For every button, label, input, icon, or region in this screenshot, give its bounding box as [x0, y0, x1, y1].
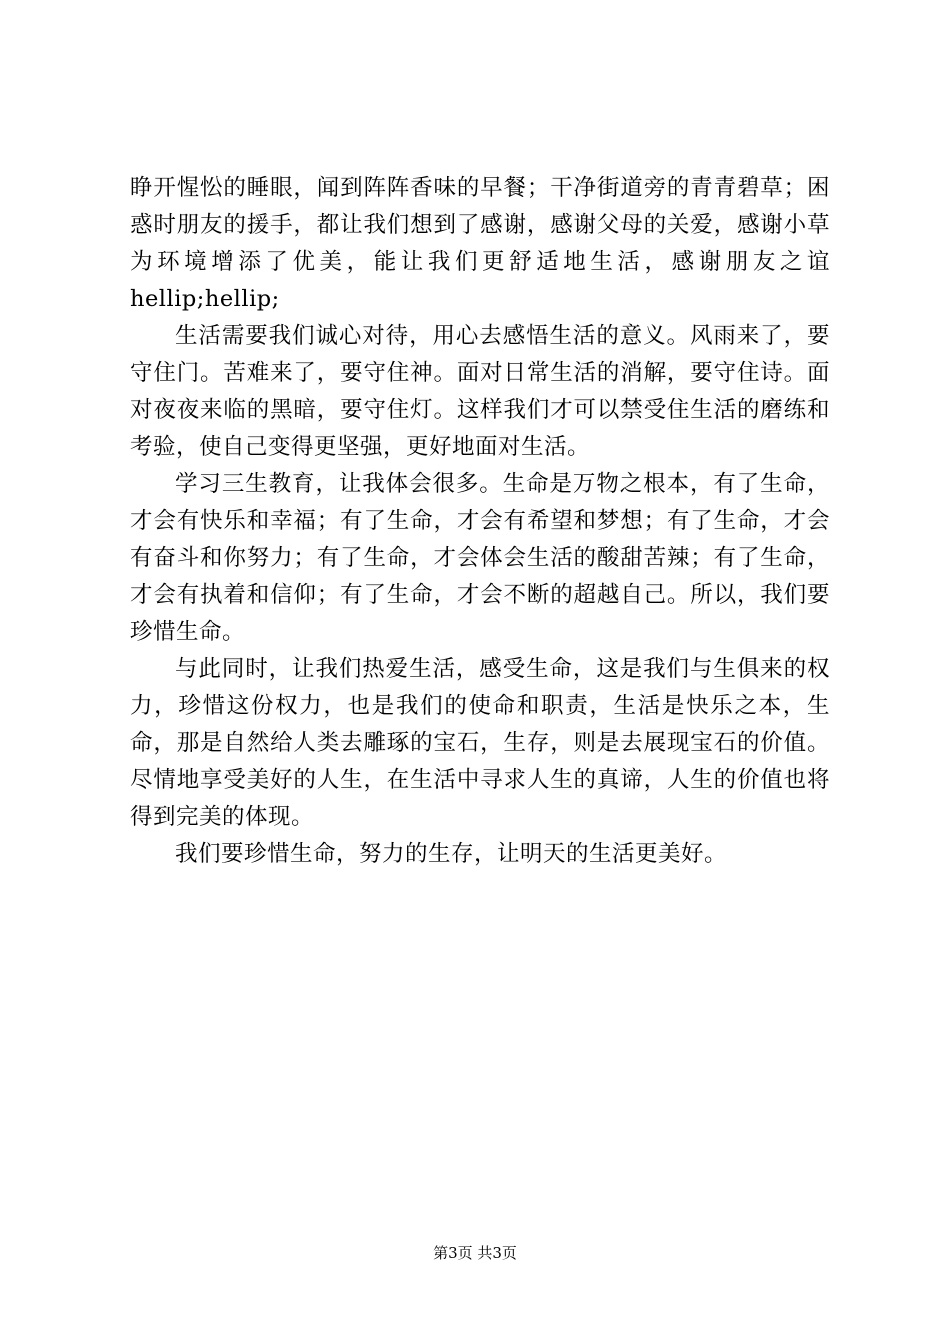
paragraph-2: 生活需要我们诚心对待，用心去感悟生活的意义。风雨来了，要守住门。苦难来了，要守住神。面对日常生活的消解，要守住诗。面对夜夜来临的黑暗，要守住灯。这样我们才可以禁受住生活的磨练和考验，使自己变得更坚强，更好地面对生活。 [130, 323, 830, 460]
paragraph-4: 与此同时，让我们热爱生活，感受生命，这是我们与生俱来的权力，珍惜这份权力，也是我们的使命和职责，生活是快乐之本，生命，那是自然给人类去雕琢的宝石，生存，则是去展现宝石的价值。尽情地享受美好的人生，在生活中寻求人生的真谛，人生的价值也将得到完美的体现。 [130, 656, 830, 830]
paragraph-3: 学习三生教育，让我体会很多。生命是万物之根本，有了生命，才会有快乐和幸福；有了生命，才会有希望和梦想；有了生命，才会有奋斗和你努力；有了生命，才会体会生活的酸甜苦辣；有了生命，才会有执着和信仰；有了生命，才会不断的超越自己。所以，我们要珍惜生命。 [130, 471, 830, 645]
paragraph-5: 我们要珍惜生命，努力的生存，让明天的生活更美好。 [175, 841, 728, 867]
document-body [130, 170, 830, 873]
paragraph-1: 睁开惺忪的睡眼，闻到阵阵香味的早餐；干净街道旁的青青碧草；困惑时朋友的援手，都让我们想到了感谢，感谢父母的关爱，感谢小草为环境增添了优美，能让我们更舒适地生活，感谢朋友之谊hellip;hellip; [130, 175, 830, 312]
page-number-footer: 第3页 共3页 [433, 1244, 517, 1262]
